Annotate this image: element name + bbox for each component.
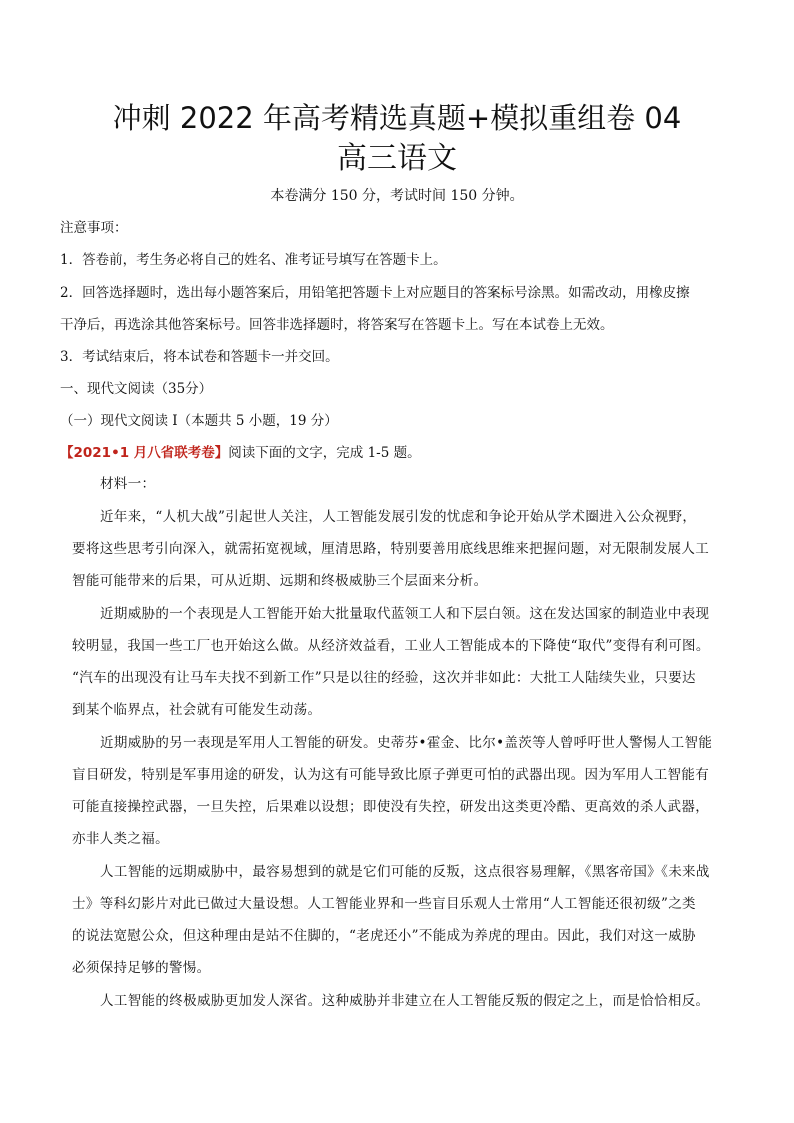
exam-info: 本卷满分 150 分，考试时间 150 分钟。 xyxy=(270,188,524,204)
exam-title: 冲刺 2022 年高考精选真题+模拟重组卷 04 xyxy=(112,101,682,135)
passage-line: 的说法宽慰公众，但这种理由是站不住脚的，“老虎还小”不能成为养虎的理由。因此，我们对这一威胁 xyxy=(72,928,696,944)
notes-item-3: 3．考试结束后，将本试卷和答题卡一并交回。 xyxy=(60,349,339,365)
passage-line: 到某个临界点，社会就有可能发生动荡。 xyxy=(72,702,322,718)
passage-line: 要将这些思考引向深入，就需拓宽视域，厘清思路，特别要善用底线思维来把握问题，对无限制发展人工 xyxy=(72,541,710,557)
notes-item-2a: 2．回答选择题时，选出每小题答案后，用铅笔把答题卡上对应题目的答案标号涂黑。如需改动，用橡皮擦 xyxy=(60,285,690,301)
section-heading: 一、现代文阅读（35分） xyxy=(60,381,213,397)
passage-line: 近期威胁的另一表现是军用人工智能的研发。史蒂芬•霍金、比尔•盖茨等人曾呼吁世人警惕人工智能 xyxy=(100,735,713,751)
passage-line: 人工智能的远期威胁中，最容易想到的就是它们可能的反叛，这点很容易理解，《黑客帝国》《未来战 xyxy=(100,864,710,880)
passage-line: 士》等科幻影片对此已做过大量设想。人工智能业界和一些盲目乐观人士常用“人工智能还很初级”之类 xyxy=(72,896,696,912)
passage-line: 较明显，我国一些工厂也开始这么做。从经济效益看，工业人工智能成本的下降使“取代”变得有利可图。 xyxy=(72,638,710,654)
passage-line: 近期威胁的一个表现是人工智能开始大批量取代蓝领工人和下层白领。这在发达国家的制造业中表现 xyxy=(100,606,710,622)
passage-line: “汽车的出现没有让马车夫找不到新工作”只是以往的经验，这次并非如此：大批工人陆续失业，只要达 xyxy=(72,670,696,686)
passage-line: 近年来，“人机大战”引起世人关注，人工智能发展引发的忧虑和争论开始从学术圈进入公众视野， xyxy=(100,509,697,525)
passage-line: 亦非人类之福。 xyxy=(72,831,169,847)
notes-item-2b: 干净后，再选涂其他答案标号。回答非选择题时，将答案写在答题卡上。写在本试卷上无效。 xyxy=(60,317,614,333)
material-label: 材料一： xyxy=(100,476,156,492)
passage-line: 盲目研发，特别是军事用途的研发，认为这有可能导致比原子弹更可怕的武器出现。因为军用人工智能有 xyxy=(72,767,710,783)
source-tag: 【2021•1 月八省联考卷】 xyxy=(60,445,229,461)
exam-subject: 高三语文 xyxy=(337,141,457,176)
passage-line: 必须保持足够的警惕。 xyxy=(72,960,211,976)
passage-line: 可能直接操控武器，一旦失控，后果难以设想；即使没有失控，研发出这类更冷酷、更高效的杀人武器， xyxy=(72,799,710,815)
subsection-heading: （一）现代文阅读 I（本题共 5 小题，19 分） xyxy=(60,413,338,429)
question-instruction: 阅读下面的文字，完成 1-5 题。 xyxy=(228,445,421,461)
passage-line: 智能可能带来的后果，可从近期、远期和终极威胁三个层面来分析。 xyxy=(72,573,488,589)
notes-heading: 注意事项： xyxy=(60,220,128,236)
passage-line: 人工智能的终极威胁更加发人深省。这种威胁并非建立在人工智能反叛的假定之上，而是恰恰相反。 xyxy=(100,993,710,1009)
notes-item-1: 1．答卷前，考生务必将自己的姓名、准考证号填写在答题卡上。 xyxy=(60,252,447,268)
question-intro xyxy=(60,443,740,463)
